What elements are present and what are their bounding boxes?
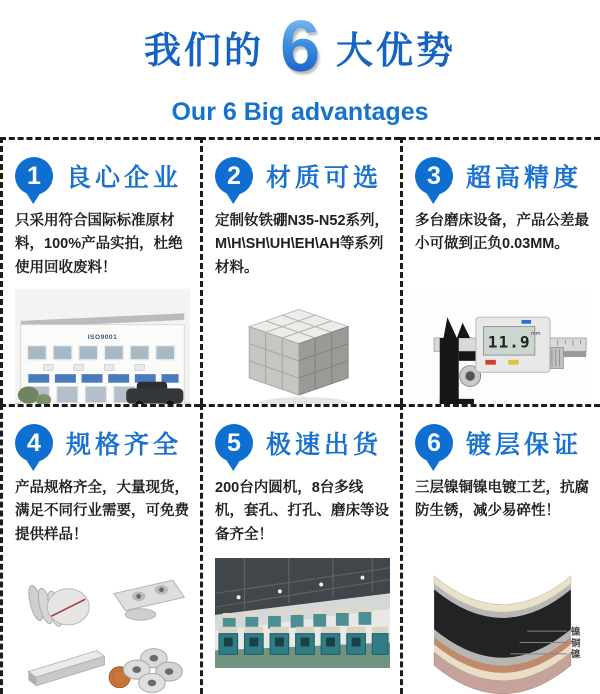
factory-building-photo — [15, 286, 190, 404]
card-header — [415, 419, 590, 467]
magnet-cube-photo — [215, 286, 390, 404]
card-number: 6 — [427, 428, 441, 457]
layer-label-nickel-2: 镍 — [570, 649, 581, 661]
page-title — [0, 4, 600, 90]
card-header — [415, 152, 590, 200]
card-body-text: 多台磨床设备，产品公差最小可做到正负0.03MM。 — [415, 213, 589, 253]
advantage-card-2 — [200, 137, 400, 404]
magnet-products-photo — [15, 557, 190, 694]
card-header — [215, 152, 390, 200]
number-pin-badge — [415, 424, 453, 462]
card-photo-wrap — [15, 557, 190, 694]
advantage-card-3 — [400, 137, 600, 404]
digital-caliper-photo — [415, 286, 590, 404]
card-number: 5 — [227, 428, 241, 457]
card-number: 3 — [427, 161, 441, 190]
number-pin-badge — [15, 424, 53, 462]
card-photo-wrap — [415, 286, 590, 404]
card-header — [15, 152, 190, 200]
card-photo-wrap — [415, 557, 590, 694]
card-title: 镀层保证 — [466, 431, 583, 459]
card-body-text: 产品规格齐全，大量现货，满足不同行业需要，可免费提供样品！ — [15, 480, 189, 543]
advantage-card-5 — [200, 404, 400, 694]
card-title: 规格齐全 — [66, 431, 183, 459]
card-title: 超高精度 — [466, 164, 583, 192]
advantage-card-6 — [400, 404, 600, 694]
card-number: 2 — [227, 161, 241, 190]
caliper-unit: mm — [531, 331, 541, 338]
card-photo-wrap — [15, 286, 190, 404]
card-header — [15, 419, 190, 467]
building-sign-text: ISO9001 — [87, 333, 118, 341]
card-body-text: 三层镍铜镍电镀工艺，抗腐防生锈，减少易碎性！ — [415, 480, 589, 520]
advantage-card-4 — [0, 404, 200, 694]
title-suffix: 大优势 — [336, 30, 457, 71]
advantage-card-1 — [0, 137, 200, 404]
coating-layers-diagram — [415, 557, 590, 694]
big-number-6: 6 — [279, 7, 321, 87]
card-photo-wrap — [215, 557, 390, 669]
page-header — [0, 0, 600, 137]
caliper-reading: 11.9 — [487, 332, 531, 352]
title-prefix: 我们的 — [143, 30, 264, 71]
card-body-text: 只采用符合国际标准原材料，100%产品实拍，杜绝使用回收废料！ — [15, 213, 183, 276]
card-title: 材质可选 — [266, 164, 383, 192]
number-pin-badge — [15, 157, 53, 195]
page-subtitle: Our 6 Big advantages — [171, 98, 429, 126]
advantages-grid — [0, 137, 600, 694]
card-header — [215, 419, 390, 467]
card-body-text: 200台内圆机，8台多线机，套孔、打孔、磨床等设备齐全！ — [215, 480, 389, 543]
number-pin-badge — [215, 157, 253, 195]
workshop-photo — [215, 557, 390, 669]
card-photo-wrap — [215, 286, 390, 404]
layer-label-copper: 铜 — [570, 638, 581, 650]
card-number: 4 — [27, 428, 41, 457]
card-title: 良心企业 — [66, 164, 183, 192]
card-title: 极速出货 — [266, 431, 383, 459]
card-number: 1 — [27, 161, 41, 190]
layer-label-nickel-1: 镍 — [570, 626, 581, 638]
number-pin-badge — [215, 424, 253, 462]
number-pin-badge — [415, 157, 453, 195]
card-body-text: 定制钕铁硼N35-N52系列，M\H\SH\UH\EH\AH等系列材料。 — [215, 213, 390, 276]
